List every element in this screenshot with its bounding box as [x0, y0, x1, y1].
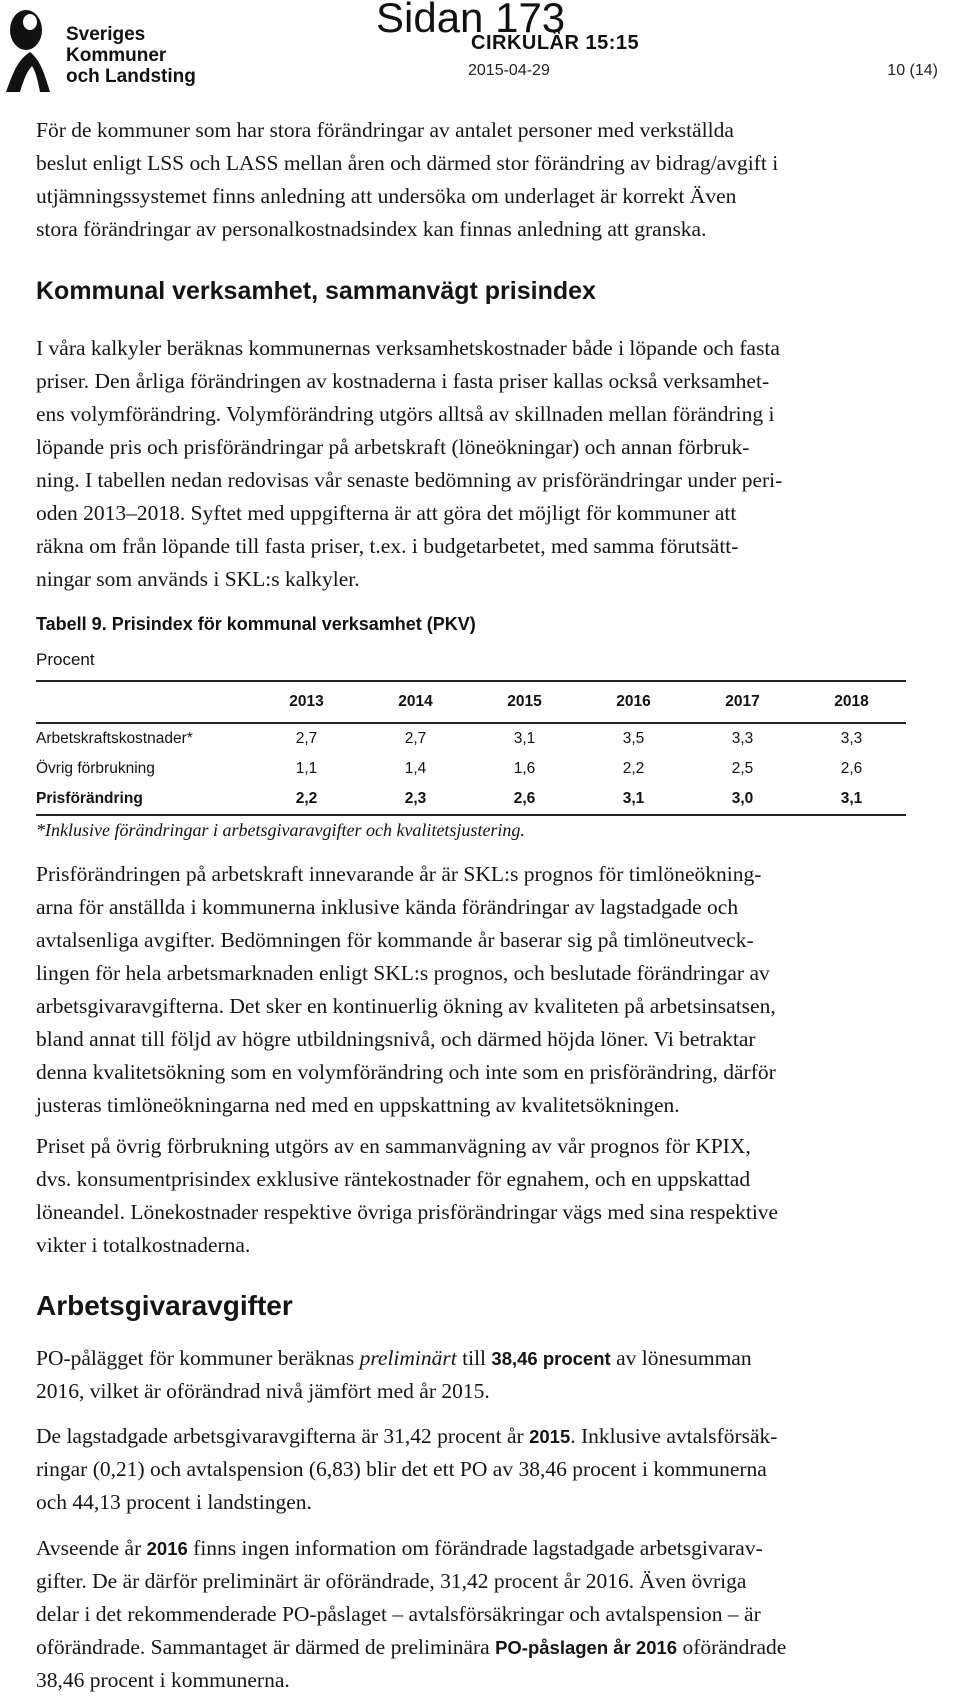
table-cell: 3,1 [513, 730, 536, 747]
logo-line-3: och Landsting [66, 66, 196, 87]
table-row-total [36, 784, 906, 815]
page-number: 10 (14) [887, 62, 938, 79]
table-cell: 3,0 [688, 784, 797, 815]
table-cell: 3,1 [797, 784, 906, 815]
row-label: Prisförändring [36, 784, 252, 815]
section-heading-arbetsgivaravgifter: Arbetsgivaravgifter [36, 1290, 293, 1321]
text-line [36, 1420, 946, 1453]
year-header: 2016 [579, 681, 688, 723]
text-run: oförändrade. Sammantaget är därmed de preliminära [36, 1635, 496, 1659]
prisindex-paragraph [36, 332, 946, 596]
po-paragraph-2 [36, 1420, 946, 1519]
table-cell: 3,3 [731, 730, 754, 747]
table-cell: 3,1 [579, 784, 688, 815]
text-run: oförändrade [677, 1635, 787, 1659]
text-run: De lagstadgade arbetsgivaravgifterna är 31,42 procent år [36, 1424, 530, 1448]
text-line: lingen för hela arbetsmarknaden enligt SKL:s prognos, och beslutade förändringar av [36, 961, 770, 985]
text-line: ning. I tabellen nedan redovisas vår senaste bedömning av prisförändringar under peri- [36, 468, 783, 492]
text-run: Avseende år [36, 1536, 147, 1560]
text-line: löpande pris och prisförändringar på arbetskraft (löneökningar) och annan förbruk- [36, 435, 750, 459]
document-date: 2015-04-29 [468, 62, 550, 79]
text-line: räkna om från löpande till fasta priser, t.ex. i budgetarbetet, med samma förutsätt- [36, 534, 739, 558]
text-line: arna för anställda i kommunerna inklusive kända förändringar av lagstadgade och [36, 895, 739, 919]
table-cell: 1,4 [404, 760, 427, 777]
text-line: och 44,13 procent i landstingen. [36, 1490, 312, 1514]
text-line [36, 1532, 946, 1565]
text-line [36, 1631, 946, 1664]
text-run: till [456, 1346, 492, 1370]
table-cell: 2,2 [622, 760, 645, 777]
table-row [36, 723, 906, 754]
text-line: priser. Den årliga förändringen av kostnaderna i fasta priser kallas också verksamhet- [36, 369, 770, 393]
text-line: ringar (0,21) och avtalspension (6,83) blir det ett PO av 38,46 procent i kommunerna [36, 1457, 767, 1481]
arbetskraft-paragraph [36, 858, 946, 1122]
bold-run: 2015 [529, 1426, 571, 1447]
table-cell: 2,7 [404, 730, 427, 747]
logo-wordmark [66, 24, 196, 87]
skl-emblem-icon [0, 0, 64, 96]
circular-number: CIRKULÄR 15:15 [471, 32, 640, 54]
section-heading-prisindex: Kommunal verksamhet, sammanvägt prisindex [36, 277, 596, 305]
forbrukning-paragraph [36, 1130, 946, 1262]
text-line: 2016, vilket är oförändrad nivå jämfört med år 2015. [36, 1379, 490, 1403]
text-line: Priset på övrig förbrukning utgörs av en sammanvägning av vår prognos för KPIX, [36, 1134, 751, 1158]
text-line: löneandel. Lönekostnader respektive övriga prisförändringar vägs med sina respektive [36, 1200, 779, 1224]
table-cell: 2,7 [295, 730, 318, 747]
text-line: I våra kalkyler beräknas kommunernas verksamhetskostnader både i löpande och fasta [36, 336, 780, 360]
year-header: 2014 [361, 681, 470, 723]
text-run: PO-pålägget för kommuner beräknas [36, 1346, 360, 1370]
skl-logo [0, 0, 200, 96]
table-footnote: *Inklusive förändringar i arbetsgivaravgifter och kvalitetsjustering. [36, 820, 525, 840]
text-line [36, 1342, 946, 1375]
text-line: oden 2013–2018. Syftet med uppgifterna är att göra det möjligt för kommuner att [36, 501, 737, 525]
text-line: dvs. konsumentprisindex exklusive räntekostnader för egnahem, och en uppskattad [36, 1167, 751, 1191]
bold-run: PO-påslagen år 2016 [495, 1637, 678, 1658]
text-run: . Inklusive avtalsförsäk- [570, 1424, 778, 1448]
text-run: finns ingen information om förändrade lagstadgade arbetsgivarav- [187, 1536, 763, 1560]
row-label: Arbetskraftskostnader* [36, 730, 193, 747]
text-line: arbetsgivaravgifterna. Det sker en kontinuerlig ökning av kvaliteten på arbetsinsatsen, [36, 994, 776, 1018]
year-header: 2013 [252, 681, 361, 723]
italic-run: preliminärt [359, 1346, 457, 1370]
text-line: justeras timlöneökningarna ned med en uppskattning av kvalitetsökningen. [36, 1093, 680, 1117]
po-paragraph-3 [36, 1532, 946, 1697]
table-header-empty [36, 681, 252, 723]
table-cell: 2,3 [361, 784, 470, 815]
table-cell: 2,5 [731, 760, 754, 777]
po-paragraph-1 [36, 1342, 946, 1408]
text-line: Prisförändringen på arbetskraft innevarande år är SKL:s prognos för timlöneökning- [36, 862, 762, 886]
text-line: denna kvalitetsökning som en volymförändring och inte som en prisförändring, därför [36, 1060, 776, 1084]
text-line: vikter i totalkostnaderna. [36, 1233, 251, 1257]
page-overlay-label: Sidan 173 [376, 0, 566, 41]
year-header: 2018 [797, 681, 906, 723]
text-run: av lönesumman [610, 1346, 752, 1370]
text-line: delar i det rekommenderade PO-påslaget – avtalsförsäkringar och avtalspension – är [36, 1602, 761, 1626]
text-line: gifter. De är därför preliminärt är oförändrade, 31,42 procent år 2016. Även övriga [36, 1569, 747, 1593]
text-line: utjämningssystemet finns anledning att undersöka om underlaget är korrekt Även [36, 184, 737, 208]
pkv-table [36, 680, 906, 816]
text-line: ens volymförändring. Volymförändring utgörs alltså av skillnaden mellan förändring i [36, 402, 775, 426]
logo-line-1: Sveriges [66, 24, 146, 45]
table-cell: 2,6 [840, 760, 863, 777]
table-cell: 2,6 [470, 784, 579, 815]
bold-run: 38,46 procent [491, 1348, 611, 1369]
table-row [36, 754, 906, 784]
text-line: 38,46 procent i kommunerna. [36, 1668, 290, 1692]
bold-run: 2016 [146, 1538, 188, 1559]
table-cell: 3,5 [622, 730, 645, 747]
logo-line-2: Kommuner [66, 45, 167, 66]
table-cell: 3,3 [840, 730, 863, 747]
table-cell: 2,2 [252, 784, 361, 815]
year-header: 2015 [470, 681, 579, 723]
row-label: Övrig förbrukning [36, 760, 155, 777]
table-header-row [36, 681, 906, 723]
text-line: bland annat till följd av högre utbildningsnivå, och därmed höjda löner. Vi betraktar [36, 1027, 756, 1051]
intro-paragraph [36, 114, 946, 246]
text-line: beslut enligt LSS och LASS mellan åren och därmed stor förändring av bidrag/avgift i [36, 151, 779, 175]
text-line: För de kommuner som har stora förändringar av antalet personer med verkställda [36, 118, 734, 142]
year-header: 2017 [688, 681, 797, 723]
text-line: ningar som används i SKL:s kalkyler. [36, 567, 360, 591]
table-cell: 1,6 [513, 760, 536, 777]
text-line: avtalsenliga avgifter. Bedömningen för kommande år baserar sig på timlöneutveck- [36, 928, 754, 952]
table-cell: 1,1 [295, 760, 318, 777]
table-title: Tabell 9. Prisindex för kommunal verksamhet (PKV) [36, 614, 476, 634]
text-line: stora förändringar av personalkostnadsindex kan finnas anledning att granska. [36, 217, 707, 241]
table-unit: Procent [36, 650, 95, 669]
